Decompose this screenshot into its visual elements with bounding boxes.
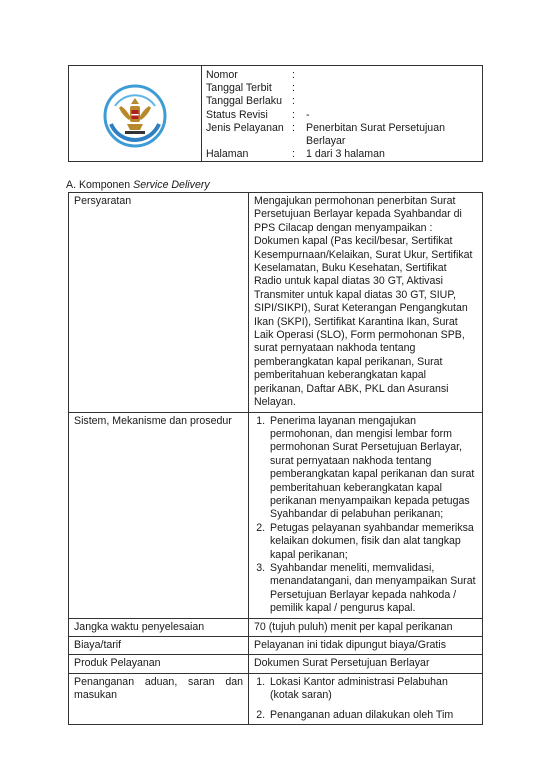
header-value [306,82,482,95]
numbered-list [254,415,477,616]
header-label: Tanggal Berlaku [206,95,282,108]
table-row [69,193,483,413]
header-colon: : [292,95,295,108]
header-value: 1 dari 3 halaman [306,148,385,161]
header-value: - [306,108,310,121]
section-title-italic: Service Delivery [133,179,210,191]
row-label: Jangka waktu penyelesaian [69,618,249,636]
section-title [66,179,210,192]
list-item: 3. Syahbandar meneliti, memvalidasi, menandatangani, dan menyampaikan Surat Persetujuan Berlayar kepada nahkoda / pemilik kapal / pengurus kapal. [268,562,477,616]
kkp-logo-icon [103,84,167,148]
header-label: Nomor [206,69,238,81]
row-label: Persyaratan [69,193,249,413]
header-row-halaman [206,148,482,161]
table-row [69,673,483,724]
row-label [69,673,249,724]
header-colon: : [292,82,295,95]
row-label: Produk Pelayanan [69,655,249,673]
header-table [68,65,483,162]
header-colon: : [292,108,295,121]
header-label: Tanggal Terbit [206,82,272,95]
row-content: Dokumen Surat Persetujuan Berlayar [249,655,483,673]
list-item: 1. Penerima layanan mengajukan permohonan, dan mengisi lembar form permohonan Surat Persetujuan Berlayar, surat pernyataan nakhoda tentang pemberangkatan kapal perikanan dan surat pemberitahuan keberangkatan kapal perikanan menyampaikan kepada petugas Syahbandar di pelabuhan perikanan; [268,415,477,522]
header-colon: : [292,121,295,134]
header-row-jenis-pelayanan [206,122,482,148]
list-item: 2. Petugas pelayanan syahbandar memeriksa kelaikan dokumen, fisik dan alat tangkap kapal perikanan; [268,522,477,562]
header-value: Penerbitan Surat Persetujuan Berlayar [306,121,445,148]
header-label: Halaman [206,148,249,161]
table-row [69,637,483,655]
header-row-tanggal-terbit [206,82,482,95]
row-label: Biaya/tarif [69,637,249,655]
row-label: Sistem, Mekanisme dan prosedur [69,412,249,618]
header-row-status-revisi [206,109,482,122]
row-content [249,412,483,618]
header-value [306,95,482,108]
header-row-tanggal-berlaku [206,95,482,108]
content-paragraph: Mengajukan permohonan penerbitan Surat Persetujuan Berlayar kepada Syahbandar di PPS Cilacap dengan menyampaikan : [254,195,462,234]
header-value [306,69,482,82]
header-label: Status Revisi [206,108,268,121]
table-row [69,412,483,618]
content-paragraph: Dokumen kapal (Pas kecil/besar, Sertifikat Kesempurnaan/Kelaikan, Surat Ukur, Sertifikat Keselamatan, Buku Kesehatan, Sertifikat Radio untuk kapal diatas 30 GT, Aktivasi Transmiter untuk kapal diatas 30 GT, SIUP, SIPI/SIKPI), Surat Keterangan Pengangkutan Ikan (SKPI), Sertifikat Karantina Ikan, Surat Laik Operasi (SLO), Form permohonan SPB, surat pernyataan nakhoda tentang pemberangkatan kapal perikanan, Surat pemberitahuan keberangkatan kapal perikanan, Daftar ABK, PKL dan Asuransi Nelayan. [254,235,473,409]
table-row [69,655,483,673]
list-item: 2. Penanganan aduan dilakukan oleh Tim [268,709,477,722]
header-colon: : [292,148,295,161]
row-label-text: Penanganan aduan, saran dan masukan [74,675,243,702]
logo-cell [69,66,202,161]
header-label: Jenis Pelayanan [206,121,284,134]
row-content [249,673,483,724]
row-content: Pelayanan ini tidak dipungut biaya/Gratis [249,637,483,655]
service-delivery-table [68,192,483,725]
header-info [202,66,482,161]
section-title-prefix: A. Komponen [66,179,134,191]
numbered-list [254,676,477,722]
header-colon: : [292,69,295,81]
row-content [249,193,483,413]
header-row-nomor [206,69,482,82]
row-content: 70 (tujuh puluh) menit per kapal perikanan [249,618,483,636]
table-row [69,618,483,636]
list-item: 1. Lokasi Kantor administrasi Pelabuhan (kotak saran) [268,676,477,703]
